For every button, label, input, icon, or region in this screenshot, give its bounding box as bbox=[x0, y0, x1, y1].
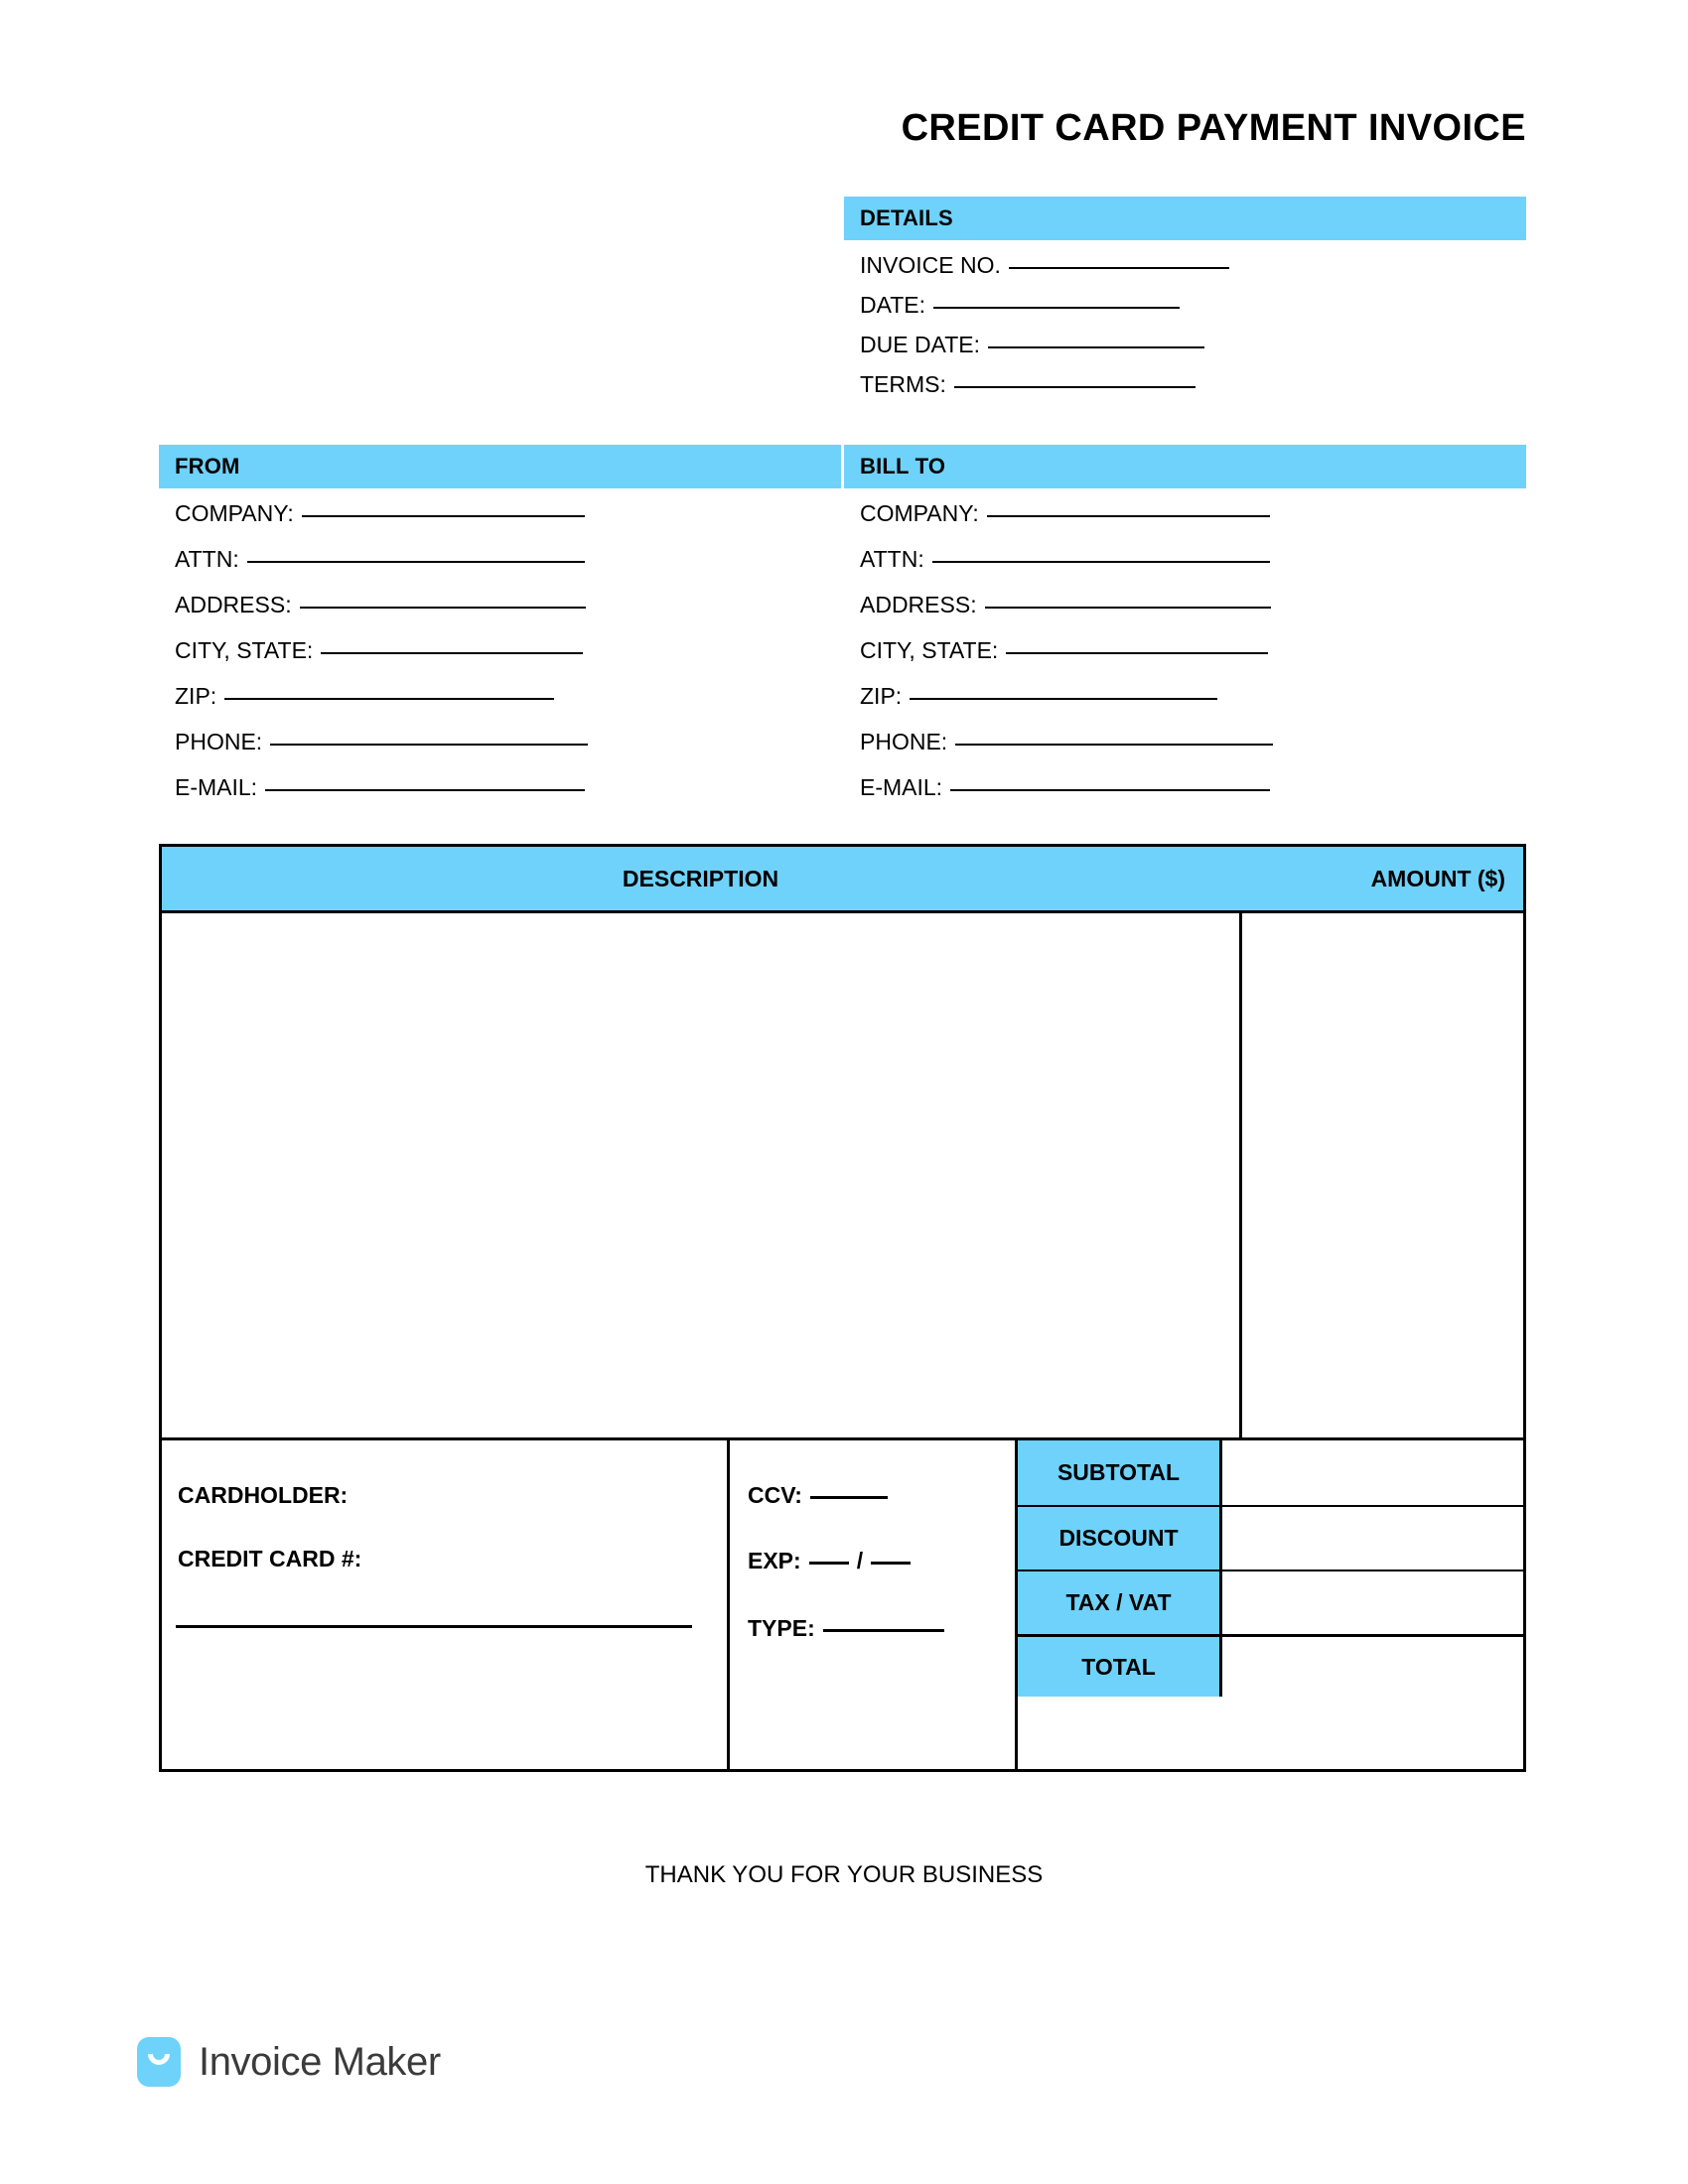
bill-to-heading-label: BILL TO bbox=[860, 454, 946, 478]
bill-to-field-label: ZIP: bbox=[860, 683, 903, 709]
invoice-maker-icon bbox=[137, 2037, 181, 2087]
bill-to-field[interactable] bbox=[860, 774, 1273, 801]
table-footer bbox=[162, 1440, 1523, 1771]
totals-row bbox=[1018, 1505, 1523, 1570]
from-field-label: ZIP: bbox=[175, 683, 217, 709]
totals-spacer bbox=[1018, 1697, 1523, 1771]
details-field-input-rule[interactable] bbox=[1009, 267, 1229, 269]
from-heading-label: FROM bbox=[175, 454, 240, 478]
details-field-input-rule[interactable] bbox=[988, 346, 1204, 348]
from-field[interactable] bbox=[175, 729, 588, 755]
details-field-input-rule[interactable] bbox=[954, 386, 1196, 388]
table-column-divider bbox=[1239, 913, 1242, 1437]
cardholder-cell bbox=[162, 1440, 730, 1771]
discount-label: DISCOUNT bbox=[1018, 1507, 1219, 1570]
bill-to-field[interactable] bbox=[860, 592, 1273, 618]
card-type-input-rule[interactable] bbox=[823, 1629, 944, 1632]
bill-to-field-input-rule[interactable] bbox=[985, 607, 1271, 609]
from-field-label: E-MAIL: bbox=[175, 774, 258, 800]
from-field-label: CITY, STATE: bbox=[175, 637, 314, 663]
bill-to-field-input-rule[interactable] bbox=[932, 561, 1270, 563]
subtotal-label: SUBTOTAL bbox=[1018, 1440, 1219, 1505]
column-header-amount: AMOUNT ($) bbox=[1370, 866, 1505, 891]
from-field-input-rule[interactable] bbox=[321, 652, 583, 654]
from-field[interactable] bbox=[175, 592, 588, 618]
thank-you-note: THANK YOU FOR YOUR BUSINESS bbox=[644, 1861, 1044, 1888]
details-field-label: DUE DATE: bbox=[860, 332, 980, 357]
details-section-header bbox=[844, 197, 1526, 240]
from-section-header bbox=[159, 445, 841, 488]
ccv-input-rule[interactable] bbox=[810, 1496, 888, 1499]
from-field[interactable] bbox=[175, 546, 588, 573]
details-field[interactable] bbox=[860, 332, 1229, 358]
ccv-label: CCV: bbox=[748, 1482, 802, 1508]
subtotal-value[interactable] bbox=[1219, 1440, 1523, 1505]
from-field[interactable] bbox=[175, 683, 588, 710]
details-heading-label: DETAILS bbox=[860, 205, 953, 230]
details-field-label: TERMS: bbox=[860, 371, 946, 397]
bill-to-field-label: COMPANY: bbox=[860, 500, 979, 526]
details-field-label: DATE: bbox=[860, 292, 926, 318]
credit-card-number-input-rule[interactable] bbox=[176, 1625, 692, 1628]
brand-name: Invoice Maker bbox=[199, 2039, 441, 2084]
details-fields bbox=[860, 252, 1229, 411]
card-type-field[interactable] bbox=[748, 1615, 944, 1642]
from-field-label: ATTN: bbox=[175, 546, 239, 572]
bill-to-field-label: E-MAIL: bbox=[860, 774, 943, 800]
page-title: CREDIT CARD PAYMENT INVOICE bbox=[901, 107, 1526, 149]
from-field-label: PHONE: bbox=[175, 729, 263, 754]
from-field-input-rule[interactable] bbox=[265, 789, 585, 791]
details-field[interactable] bbox=[860, 292, 1229, 319]
column-header-description: DESCRIPTION bbox=[622, 866, 779, 891]
totals-row bbox=[1018, 1570, 1523, 1634]
expiration-year-input-rule[interactable] bbox=[871, 1562, 911, 1565]
bill-to-field-label: ATTN: bbox=[860, 546, 924, 572]
cardholder-label: CARDHOLDER: bbox=[178, 1482, 349, 1508]
total-label: TOTAL bbox=[1018, 1637, 1219, 1697]
from-field-input-rule[interactable] bbox=[247, 561, 585, 563]
line-items-table bbox=[159, 844, 1526, 1772]
totals-row bbox=[1018, 1634, 1523, 1697]
bill-to-field-input-rule[interactable] bbox=[955, 744, 1273, 746]
card-type-label: TYPE: bbox=[748, 1615, 815, 1641]
expiration-month-input-rule[interactable] bbox=[809, 1562, 849, 1565]
bill-to-field-input-rule[interactable] bbox=[1006, 652, 1268, 654]
card-security-cell bbox=[730, 1440, 1018, 1771]
expiration-field[interactable] bbox=[748, 1548, 911, 1574]
details-field-input-rule[interactable] bbox=[933, 307, 1180, 309]
totals-row bbox=[1018, 1440, 1523, 1505]
line-items-table-header bbox=[162, 847, 1523, 913]
bill-to-field[interactable] bbox=[860, 729, 1273, 755]
details-field[interactable] bbox=[860, 371, 1229, 398]
bill-to-field[interactable] bbox=[860, 683, 1273, 710]
bill-to-field[interactable] bbox=[860, 546, 1273, 573]
bill-to-field-label: CITY, STATE: bbox=[860, 637, 999, 663]
brand-logo bbox=[137, 2037, 441, 2087]
bill-to-field-input-rule[interactable] bbox=[950, 789, 1270, 791]
from-field-input-rule[interactable] bbox=[270, 744, 588, 746]
tax-vat-label: TAX / VAT bbox=[1018, 1571, 1219, 1634]
from-field[interactable] bbox=[175, 637, 588, 664]
from-field[interactable] bbox=[175, 500, 588, 527]
from-fields bbox=[175, 500, 588, 820]
expiration-label: EXP: bbox=[748, 1548, 801, 1573]
from-field[interactable] bbox=[175, 774, 588, 801]
bill-to-fields bbox=[860, 500, 1273, 820]
discount-value[interactable] bbox=[1219, 1507, 1523, 1570]
tax-vat-value[interactable] bbox=[1219, 1571, 1523, 1634]
bill-to-field-input-rule[interactable] bbox=[910, 698, 1217, 700]
smile-icon bbox=[148, 2054, 170, 2065]
total-value[interactable] bbox=[1219, 1637, 1523, 1697]
credit-card-number-label: CREDIT CARD #: bbox=[178, 1546, 362, 1571]
bill-to-field[interactable] bbox=[860, 637, 1273, 664]
cardholder-field[interactable] bbox=[178, 1482, 584, 1509]
from-field-label: ADDRESS: bbox=[175, 592, 292, 617]
from-field-label: COMPANY: bbox=[175, 500, 294, 526]
bill-to-field-label: PHONE: bbox=[860, 729, 948, 754]
bill-to-section-header bbox=[844, 445, 1526, 488]
details-field-label: INVOICE NO. bbox=[860, 252, 1001, 278]
bill-to-field-input-rule[interactable] bbox=[987, 515, 1270, 517]
totals-block bbox=[1018, 1440, 1523, 1771]
from-field-input-rule[interactable] bbox=[224, 698, 554, 700]
bill-to-field-label: ADDRESS: bbox=[860, 592, 977, 617]
ccv-field[interactable] bbox=[748, 1482, 888, 1509]
bill-to-field[interactable] bbox=[860, 500, 1273, 527]
expiration-separator: / bbox=[856, 1548, 864, 1573]
details-field[interactable] bbox=[860, 252, 1229, 279]
from-field-input-rule[interactable] bbox=[300, 607, 586, 609]
from-field-input-rule[interactable] bbox=[302, 515, 585, 517]
